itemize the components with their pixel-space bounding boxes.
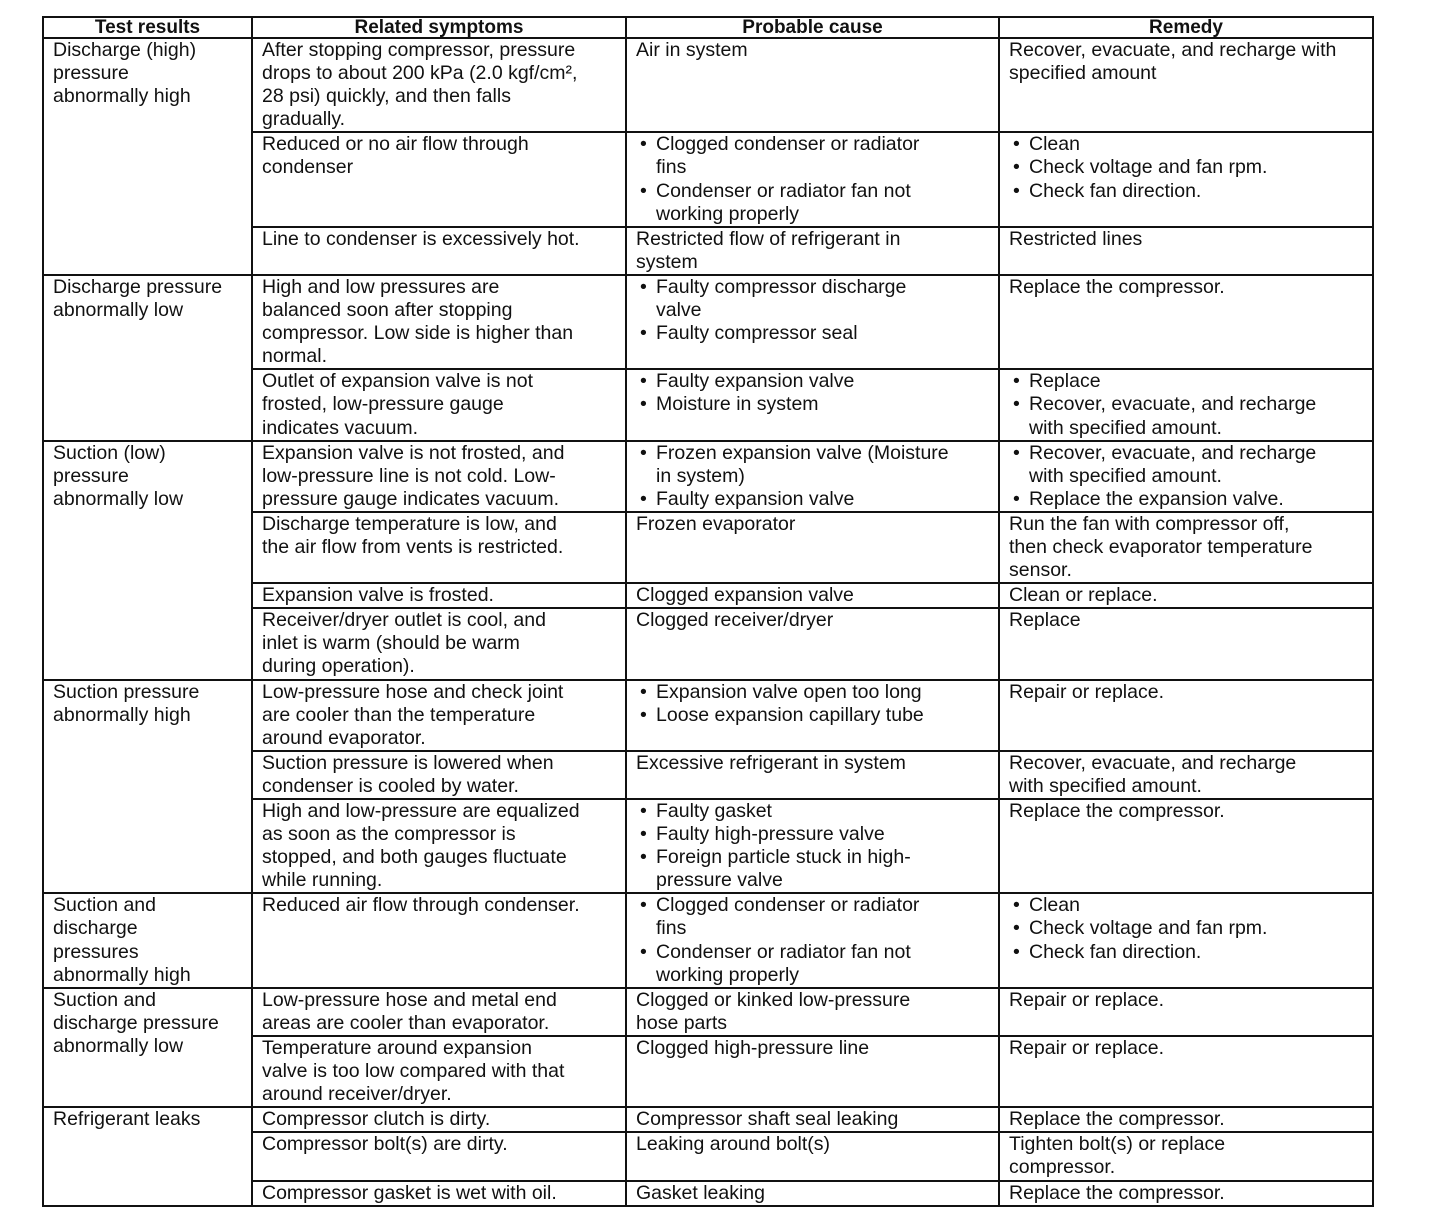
symptom-cell: Suction pressure is lowered when condenser is cooled by water. xyxy=(252,751,626,799)
test-result-cell: Suction and discharge pressure abnormally low xyxy=(43,988,252,1107)
remedy-cell xyxy=(999,132,1373,226)
header-row xyxy=(43,17,1373,38)
header-remedy: Remedy xyxy=(999,17,1373,38)
remedy-cell: Replace the compressor. xyxy=(999,799,1373,893)
test-result-cell: Refrigerant leaks xyxy=(43,1107,252,1205)
cause-bullet: • Faulty expansion valve xyxy=(636,370,992,393)
symptom-cell: Compressor bolt(s) are dirty. xyxy=(252,1132,626,1180)
remedy-cell: Replace the compressor. xyxy=(999,1107,1373,1132)
cause-bullet: • Condenser or radiator fan not working properly xyxy=(636,180,992,226)
remedy-bullet: • Clean xyxy=(1009,133,1366,156)
cause-bullet: • Faulty gasket xyxy=(636,800,992,823)
symptom-cell: High and low-pressure are equalized as soon as the compressor is stopped, and both gauges fluctuate while running. xyxy=(252,799,626,893)
remedy-cell: Replace the compressor. xyxy=(999,275,1373,369)
cause-bullet: • Faulty high-pressure valve xyxy=(636,823,992,846)
symptom-cell: Compressor gasket is wet with oil. xyxy=(252,1181,626,1206)
test-result-cell: Suction and discharge pressures abnormally high xyxy=(43,893,252,987)
remedy-bullet: • Check fan direction. xyxy=(1009,941,1366,964)
table-body xyxy=(43,38,1373,1206)
remedy-bullet: • Recover, evacuate, and recharge with specified amount. xyxy=(1009,393,1366,439)
remedy-cell: Replace the compressor. xyxy=(999,1181,1373,1206)
cause-cell xyxy=(626,893,999,987)
cause-bullet: • Loose expansion capillary tube xyxy=(636,704,992,727)
cause-list xyxy=(636,800,992,892)
cause-cell: Clogged high-pressure line xyxy=(626,1036,999,1107)
table-row xyxy=(43,275,1373,369)
cause-cell xyxy=(626,132,999,226)
table-row xyxy=(43,988,1373,1036)
cause-list xyxy=(636,681,992,727)
remedy-cell: Recover, evacuate, and recharge with specified amount. xyxy=(999,751,1373,799)
test-result-cell: Discharge pressure abnormally low xyxy=(43,275,252,441)
table-row xyxy=(43,1107,1373,1132)
cause-cell xyxy=(626,799,999,893)
remedy-bullet: • Check voltage and fan rpm. xyxy=(1009,917,1366,940)
cause-list xyxy=(636,442,992,511)
cause-cell: Restricted flow of refrigerant in system xyxy=(626,227,999,275)
cause-bullet: • Clogged condenser or radiator fins xyxy=(636,133,992,179)
remedy-cell: Repair or replace. xyxy=(999,988,1373,1036)
symptom-cell: Expansion valve is frosted. xyxy=(252,583,626,608)
test-result-cell: Discharge (high) pressure abnormally high xyxy=(43,38,252,275)
cause-list xyxy=(636,894,992,986)
remedy-cell xyxy=(999,441,1373,512)
symptom-cell: After stopping compressor, pressure drops to about 200 kPa (2.0 kgf/cm², 28 psi) quickly, and then falls gradually. xyxy=(252,38,626,132)
symptom-cell: Receiver/dryer outlet is cool, and inlet is warm (should be warm during operation). xyxy=(252,608,626,679)
remedy-cell xyxy=(999,893,1373,987)
cause-cell: Clogged expansion valve xyxy=(626,583,999,608)
cause-list xyxy=(636,276,992,345)
symptom-cell: Outlet of expansion valve is not frosted, low-pressure gauge indicates vacuum. xyxy=(252,369,626,440)
symptom-cell: Discharge temperature is low, and the air flow from vents is restricted. xyxy=(252,512,626,583)
header-probable-cause: Probable cause xyxy=(626,17,999,38)
cause-cell: Gasket leaking xyxy=(626,1181,999,1206)
remedy-bullet: • Replace xyxy=(1009,370,1366,393)
remedy-cell: Recover, evacuate, and recharge with specified amount xyxy=(999,38,1373,132)
table-row xyxy=(43,441,1373,512)
cause-list xyxy=(636,370,992,416)
table-row xyxy=(43,38,1373,132)
cause-bullet: • Expansion valve open too long xyxy=(636,681,992,704)
symptom-cell: Low-pressure hose and metal end areas are cooler than evaporator. xyxy=(252,988,626,1036)
remedy-cell: Replace xyxy=(999,608,1373,679)
cause-bullet: • Frozen expansion valve (Moisture in system) xyxy=(636,442,992,488)
symptom-cell: Low-pressure hose and check joint are cooler than the temperature around evaporator. xyxy=(252,680,626,751)
remedy-bullet: • Check fan direction. xyxy=(1009,180,1366,203)
cause-bullet: • Faulty compressor discharge valve xyxy=(636,276,992,322)
remedy-list xyxy=(1009,442,1366,511)
test-result-cell: Suction (low) pressure abnormally low xyxy=(43,441,252,680)
remedy-bullet: • Check voltage and fan rpm. xyxy=(1009,156,1366,179)
symptom-cell: Line to condenser is excessively hot. xyxy=(252,227,626,275)
cause-bullet: • Clogged condenser or radiator fins xyxy=(636,894,992,940)
remedy-bullet: • Replace the expansion valve. xyxy=(1009,488,1366,511)
cause-cell: Air in system xyxy=(626,38,999,132)
troubleshooting-table xyxy=(42,16,1374,1207)
cause-bullet: • Foreign particle stuck in high- pressure valve xyxy=(636,846,992,892)
remedy-list xyxy=(1009,894,1366,963)
remedy-cell: Repair or replace. xyxy=(999,680,1373,751)
remedy-cell: Clean or replace. xyxy=(999,583,1373,608)
cause-cell xyxy=(626,441,999,512)
remedy-cell: Run the fan with compressor off, then check evaporator temperature sensor. xyxy=(999,512,1373,583)
symptom-cell: Reduced or no air flow through condenser xyxy=(252,132,626,226)
remedy-cell: Tighten bolt(s) or replace compressor. xyxy=(999,1132,1373,1180)
cause-cell: Clogged or kinked low-pressure hose parts xyxy=(626,988,999,1036)
header-related-symptoms: Related symptoms xyxy=(252,17,626,38)
symptom-cell: Compressor clutch is dirty. xyxy=(252,1107,626,1132)
remedy-cell: Repair or replace. xyxy=(999,1036,1373,1107)
cause-cell: Excessive refrigerant in system xyxy=(626,751,999,799)
cause-cell xyxy=(626,369,999,440)
cause-cell: Frozen evaporator xyxy=(626,512,999,583)
symptom-cell: Reduced air flow through condenser. xyxy=(252,893,626,987)
header-test-results: Test results xyxy=(43,17,252,38)
remedy-list xyxy=(1009,133,1366,202)
symptom-cell: Temperature around expansion valve is too low compared with that around receiver/dryer. xyxy=(252,1036,626,1107)
cause-cell: Compressor shaft seal leaking xyxy=(626,1107,999,1132)
cause-bullet: • Faulty compressor seal xyxy=(636,322,992,345)
cause-cell xyxy=(626,680,999,751)
cause-bullet: • Condenser or radiator fan not working properly xyxy=(636,941,992,987)
cause-cell: Clogged receiver/dryer xyxy=(626,608,999,679)
symptom-cell: Expansion valve is not frosted, and low-pressure line is not cold. Low- pressure gauge indicates vacuum. xyxy=(252,441,626,512)
cause-cell: Leaking around bolt(s) xyxy=(626,1132,999,1180)
cause-cell xyxy=(626,275,999,369)
test-result-cell: Suction pressure abnormally high xyxy=(43,680,252,894)
cause-bullet: • Moisture in system xyxy=(636,393,992,416)
remedy-cell xyxy=(999,369,1373,440)
table-row xyxy=(43,893,1373,987)
remedy-cell: Restricted lines xyxy=(999,227,1373,275)
remedy-list xyxy=(1009,370,1366,439)
cause-bullet: • Faulty expansion valve xyxy=(636,488,992,511)
table-row xyxy=(43,680,1373,751)
cause-list xyxy=(636,133,992,225)
remedy-bullet: • Recover, evacuate, and recharge with specified amount. xyxy=(1009,442,1366,488)
symptom-cell: High and low pressures are balanced soon after stopping compressor. Low side is higher than normal. xyxy=(252,275,626,369)
remedy-bullet: • Clean xyxy=(1009,894,1366,917)
